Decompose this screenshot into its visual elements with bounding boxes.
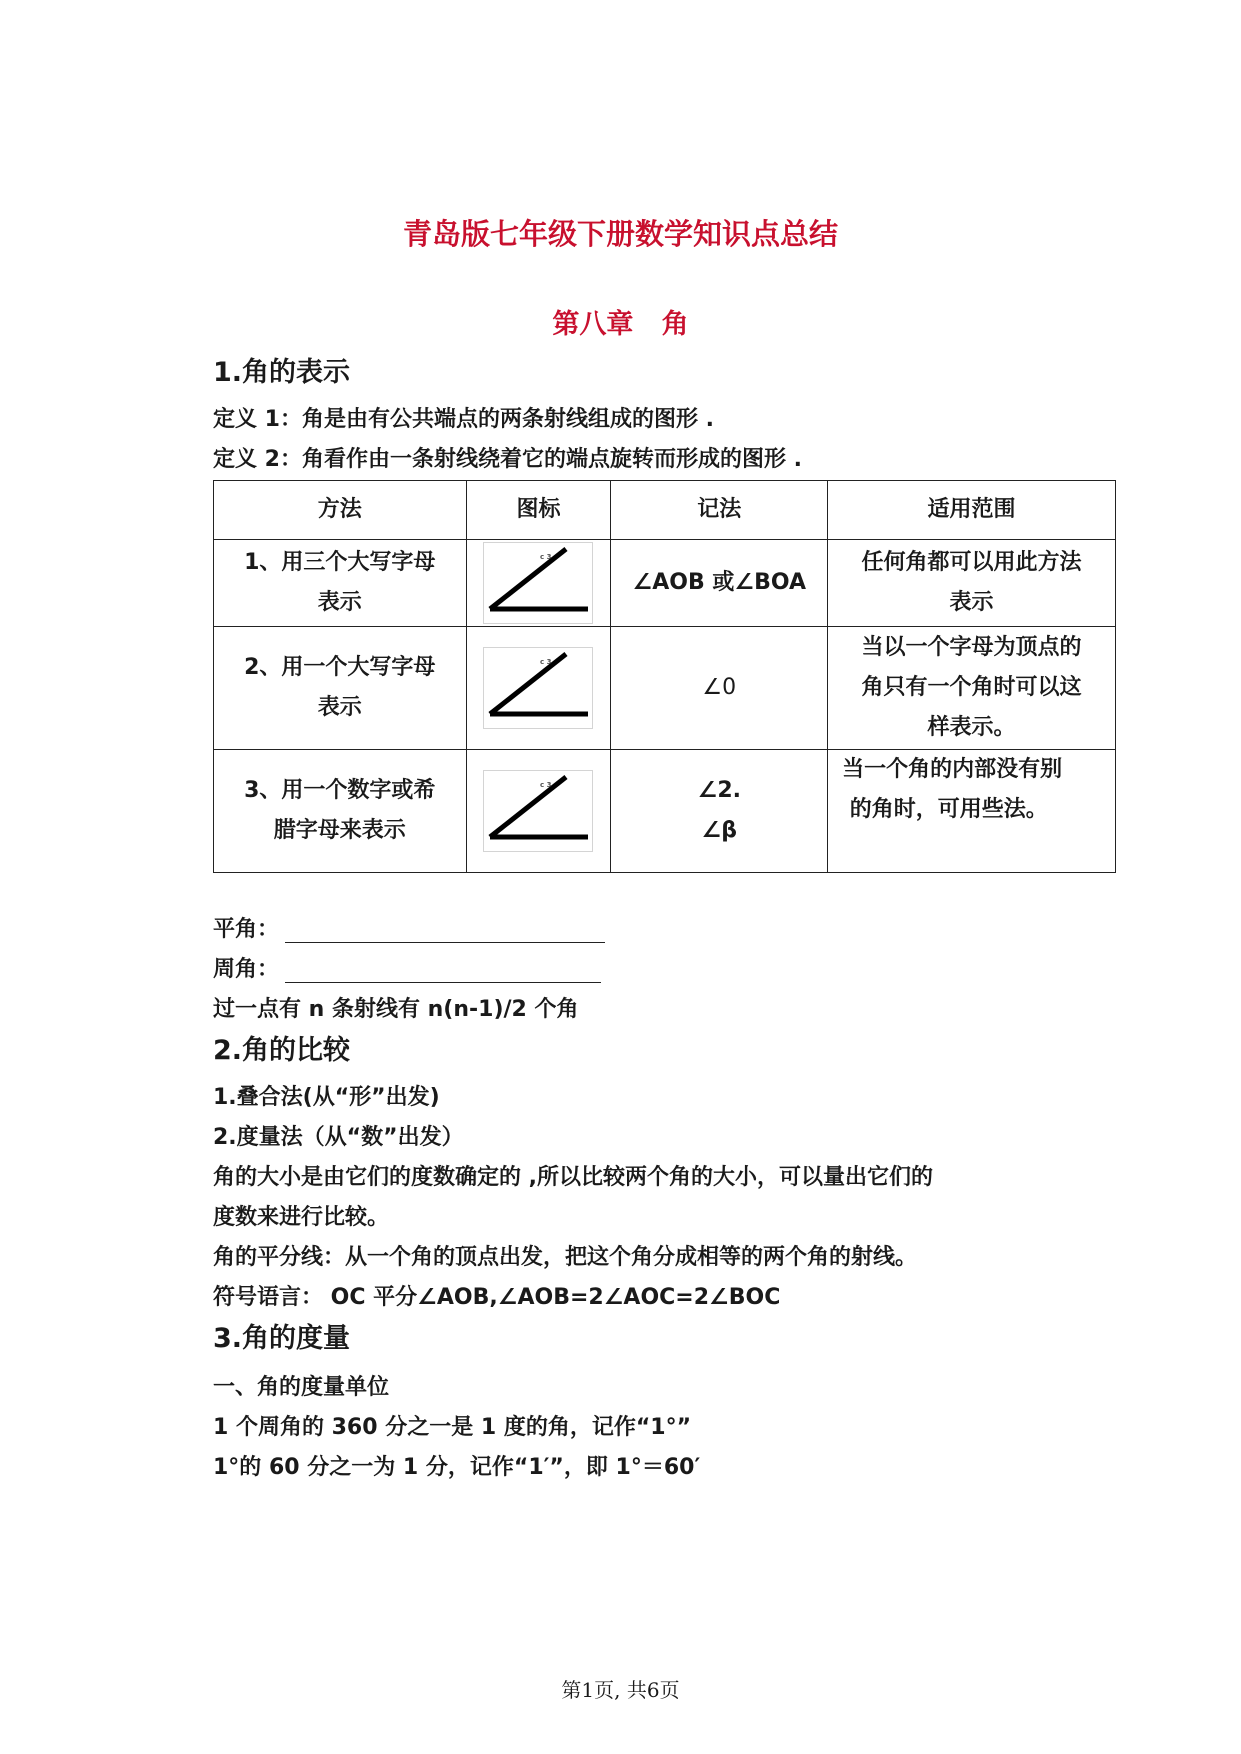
notation-line: ∠AOB 或∠BOA (632, 570, 807, 595)
angle-icon (483, 542, 593, 624)
notation-cell (611, 750, 828, 873)
range-line: 的角时，可用些法。 (842, 797, 1048, 822)
header-range: 适用范围 (828, 481, 1116, 540)
chapter-title: 第八章 角 (552, 309, 689, 340)
notation-cell (611, 540, 828, 627)
header-icon: 图标 (466, 481, 611, 540)
method-line: 腊字母来表示 (273, 818, 406, 843)
header-notation: 记法 (611, 481, 828, 540)
bisector-symbol: 符号语言： OC 平分∠AOB,∠AOB=2∠AOC=2∠BOC (213, 1285, 781, 1310)
flat-angle-blank[interactable] (285, 920, 605, 943)
notation-line: ∠β (701, 818, 738, 843)
method-line: 表示 (317, 695, 362, 720)
method-cell (214, 750, 467, 873)
bisector-definition: 角的平分线：从一个角的顶点出发，把这个角分成相等的两个角的射线。 (213, 1245, 918, 1270)
definition-2: 定义 2：角看作由一条射线绕着它的端点旋转而形成的图形 . (213, 447, 802, 472)
method-line: 2、用一个大写字母 (244, 655, 436, 680)
range-cell (828, 750, 1116, 873)
notation-line: ∠2. (697, 778, 741, 803)
degree-definition: 1 个周角的 360 分之一是 1 度的角，记作“1°” (213, 1415, 692, 1440)
comparison-paragraph-line1: 角的大小是由它们的度数确定的 ,所以比较两个角的大小，可以量出它们的 (213, 1165, 934, 1190)
table-row (214, 540, 1116, 627)
range-line: 当一个角的内部没有别 (842, 757, 1063, 782)
method-line: 1、用三个大写字母 (244, 550, 436, 575)
angle-icon (483, 647, 593, 729)
svg-text:c 3: c 3 (540, 553, 552, 561)
comparison-method-2: 2.度量法（从“数”出发） (213, 1125, 464, 1150)
table-row (214, 750, 1116, 873)
range-cell (828, 540, 1116, 627)
method-line: 3、用一个数字或希 (244, 778, 436, 803)
section2-heading: 2.角的比较 (213, 1035, 351, 1066)
comparison-method-1: 1.叠合法(从“形”出发) (213, 1085, 440, 1110)
icon-cell (466, 750, 611, 873)
icon-cell (466, 540, 611, 627)
svg-text:c 3: c 3 (540, 658, 552, 666)
angle-notation-table (213, 480, 1116, 873)
icon-cell (466, 627, 611, 750)
full-angle-label: 周角： (213, 957, 280, 982)
n-rays-formula: 过一点有 n 条射线有 n(n-1)/2 个角 (213, 997, 579, 1022)
full-angle-line (213, 952, 601, 983)
angle-icon (483, 770, 593, 852)
method-cell (214, 627, 467, 750)
definition-1: 定义 1：角是由有公共端点的两条射线组成的图形 . (213, 407, 714, 432)
range-line: 样表示。 (927, 715, 1016, 740)
document-title: 青岛版七年级下册数学知识点总结 (402, 217, 838, 251)
page-footer: 第1页, 共6页 (561, 1678, 680, 1702)
range-line: 任何角都可以用此方法 (861, 550, 1082, 575)
flat-angle-line (213, 912, 605, 943)
full-angle-blank[interactable] (285, 960, 601, 983)
section3-heading: 3.角的度量 (213, 1323, 351, 1354)
minute-definition: 1°的 60 分之一为 1 分，记作“1′”，即 1°＝60′ (213, 1455, 701, 1480)
method-line: 表示 (317, 590, 362, 615)
table-row (214, 627, 1116, 750)
unit-subheading: 一、角的度量单位 (213, 1375, 390, 1400)
range-cell (828, 627, 1116, 750)
range-line: 角只有一个角时可以这 (861, 675, 1082, 700)
table-header-row (214, 481, 1116, 540)
notation-line: ∠0 (702, 675, 737, 700)
notation-cell (611, 627, 828, 750)
comparison-paragraph-line2: 度数来进行比较。 (213, 1205, 390, 1230)
range-line: 当以一个字母为顶点的 (861, 635, 1082, 660)
section1-heading: 1.角的表示 (213, 357, 351, 388)
method-cell (214, 540, 467, 627)
range-line: 表示 (949, 590, 994, 615)
header-method: 方法 (214, 481, 467, 540)
svg-text:c 3: c 3 (540, 781, 552, 789)
flat-angle-label: 平角： (213, 917, 280, 942)
